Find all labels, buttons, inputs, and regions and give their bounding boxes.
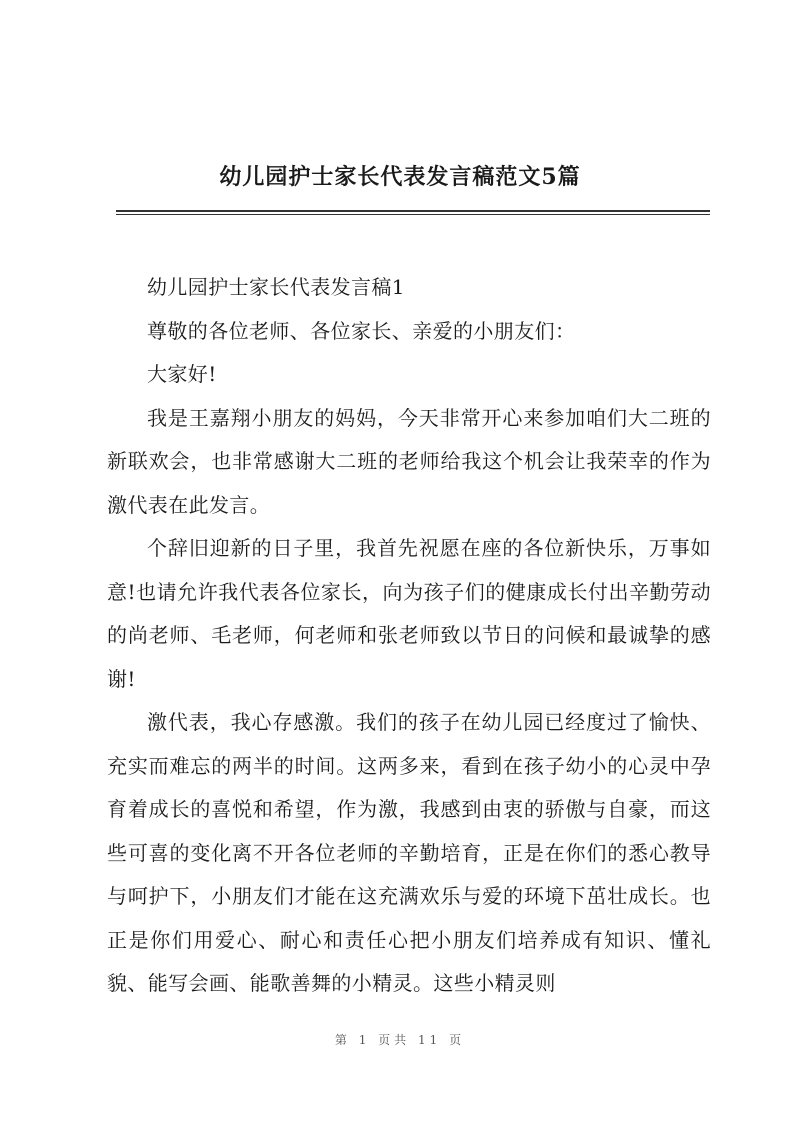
paragraph-wishes: 个辞旧迎新的日子里，我首先祝愿在座的各位新快乐，万事如意!也请允许我代表各位家长，向为孩子们的健康成长付出辛勤劳动的尚老师、毛老师，何老师和张老师致以节日的问候和最诚挚的感谢! (107, 536, 711, 691)
paragraph-gratitude: 激代表，我心存感激。我们的孩子在幼儿园已经度过了愉快、充实而难忘的两半的时间。这两多来，看到在孩子幼小的心灵中孕育着成长的喜悦和希望，作为激，我感到由衷的骄傲与自豪，而这些可喜的变化离不开各位老师的辛勤培育，正是在你们的悉心教导与呵护下，小朋友们才能在这充满欢乐与爱的环境下茁壮成长。也正是你们用爱心、耐心和责任心把小朋友们培养成有知识、懂礼貌、能写会画、能歌善舞的小精灵。这些小精灵则 (107, 710, 711, 995)
document-title: 幼儿园护士家长代表发言稿范文5篇 (219, 164, 581, 190)
section-heading: 幼儿园护士家长代表发言稿1 (147, 275, 405, 299)
salutation: 尊敬的各位老师、各位家长、亲爱的小朋友们： (147, 318, 576, 343)
title-underline (116, 210, 710, 212)
page-footer: 第 1 页共 11 页 (334, 1033, 466, 1047)
paragraph-intro: 我是王嘉翔小朋友的妈妈，今天非常开心来参加咱们大二班的新联欢会，也非常感谢大二班的老师给我这个机会让我荣幸的作为激代表在此发言。 (107, 405, 711, 517)
title-underline-thin (116, 214, 710, 215)
document-body (107, 266, 711, 1006)
greeting: 大家好! (147, 362, 217, 386)
